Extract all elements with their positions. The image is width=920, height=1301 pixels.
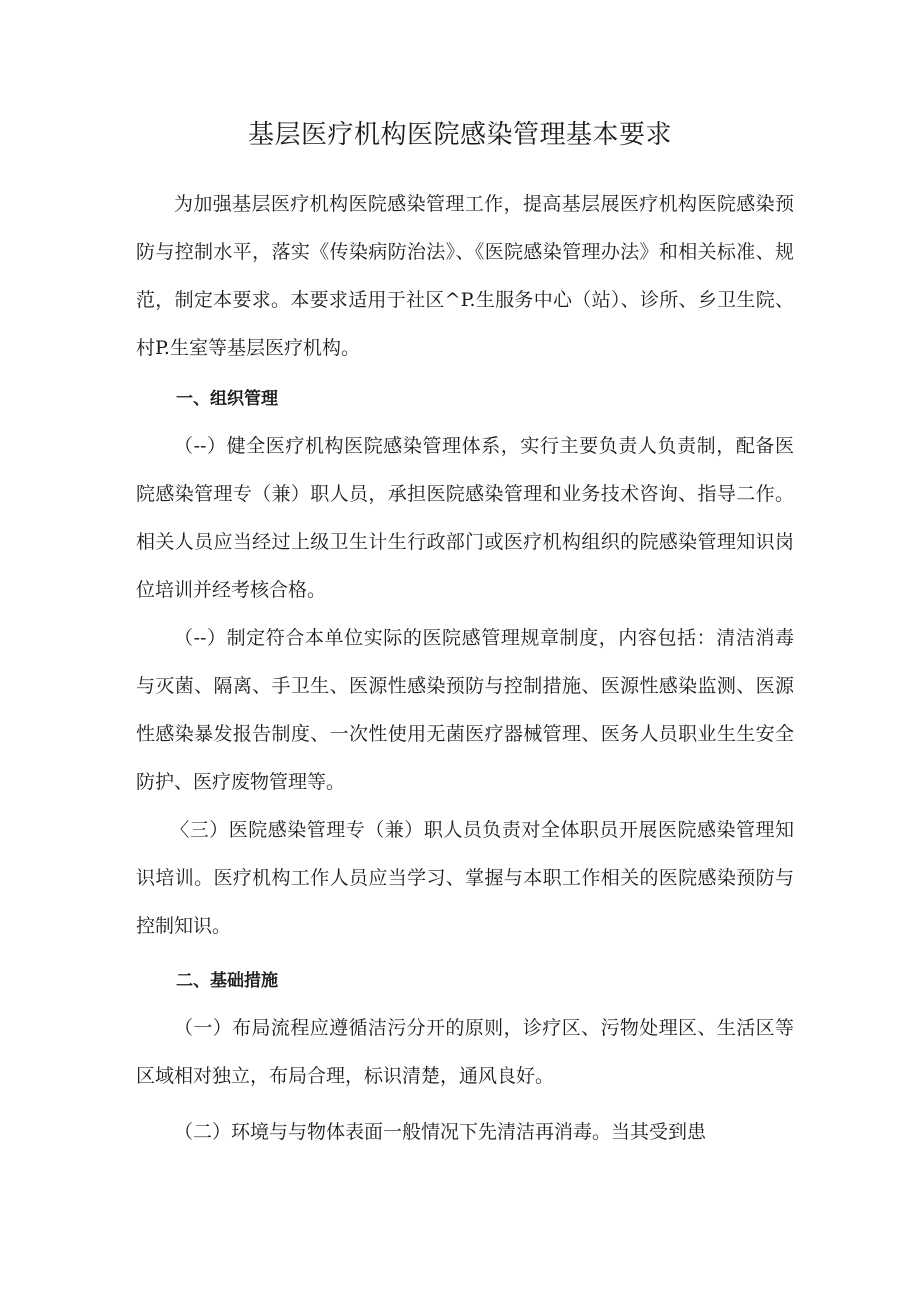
section2-paragraph-2: （二）环境与与物体表面一般情况下先清洁再消毒。当其受到患 [174, 1121, 707, 1143]
section1-paragraph-1: （--）健全医疗机构医院感染管理体系，实行主要负责人负责制，配备医院感染管理专（兼）职人员，承担医院感染管理和业务技术咨询、指导二作。相关人员应当经过上级卫生计生行政部门或医疗机构组织的院感染管理知识岗位培训并经考核合格。 [136, 435, 794, 601]
document-title: 基层医疗机构医院感染管理基本要求 [247, 120, 672, 150]
intro-paragraph: 为加强基层医疗机构医院感染管理工作，提高基层展医疗机构医院感染预防与控制水平，落实《传染病防治法》、《医院感染管理办法》和相关标准、规范，制定本要求。本要求适用于社区^P.生服务中心（站）、诊所、乡卫生院、村P.生室等基层医疗机构。 [136, 193, 794, 359]
section1-paragraph-3: 〈三）医院感染管理专（兼）职人员负责对全体职员开展医院感染管理知识培训。医疗机构工作人员应当学习、掌握与本职工作相关的医院感染预防与控制知识。 [136, 819, 794, 937]
section1-paragraph-2: （--）制定符合本单位实际的医院感管理规章制度，内容包括：清洁消毒与灭菌、隔离、手卫生、医源性感染预防与控制措施、医源性感染监测、医源性感染暴发报告制度、一次性使用无菌医疗器械管理、医务人员职业生生安全防护、医疗废物管理等。 [136, 627, 794, 793]
section2-paragraph-1: （一）布局流程应遵循洁污分开的原则，诊疗区、污物处理区、生活区等区域相对独立，布局合理，标识清楚，通风良好。 [136, 1017, 794, 1087]
section-heading-basic-measures: 二、基础措施 [176, 971, 278, 991]
section-heading-organization: 一、组织管理 [176, 389, 278, 409]
